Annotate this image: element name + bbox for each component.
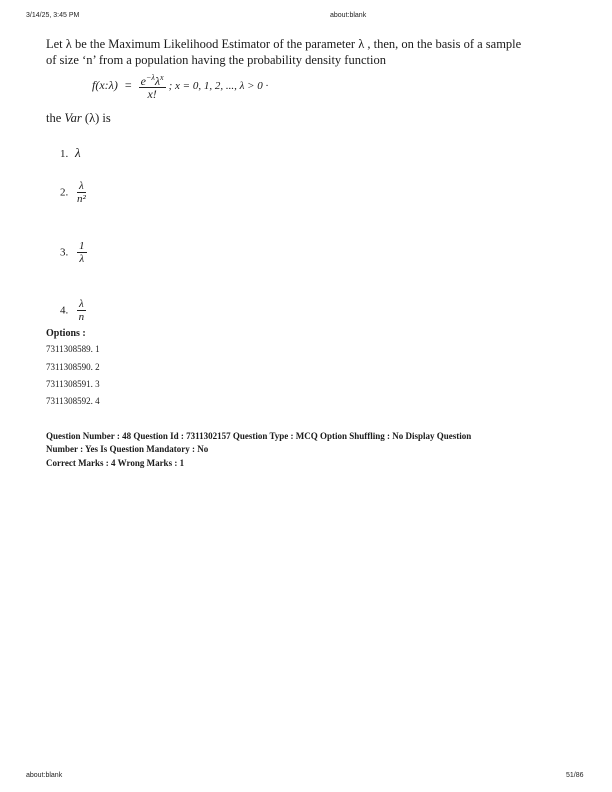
- print-title: about:blank: [330, 12, 367, 19]
- option-row-4: 7311308592. 4: [46, 396, 100, 406]
- pdf-lhs: f(x:λ): [92, 77, 118, 92]
- choice-2: 2. $\frac{\lambda}{\text{n²}}$: [60, 180, 86, 205]
- question-line-2: of size ‘n’ from a population having the probability density function: [46, 53, 386, 67]
- pdf-denominator: x!: [147, 87, 157, 101]
- pdf-numerator: $e^{-\lambda}\lambda^x$: [140, 73, 164, 88]
- pdf-condition: ; x = 0, 1, 2, ..., λ > 0 ·: [168, 79, 269, 92]
- choice-1: 1. λ: [60, 145, 81, 160]
- footer-url: about:blank: [26, 772, 63, 779]
- pdf-equals: =: [124, 77, 132, 92]
- meta-line-2: Number : Yes Is Question Mandatory : No: [46, 444, 209, 454]
- question-line-1: Let λ be the Maximum Likelihood Estimator of the parameter λ , then, on the basis of a sample: [46, 37, 522, 51]
- option-row-2: 7311308590. 2: [46, 362, 100, 372]
- pdf-fraction: [139, 72, 166, 100]
- choice-3: 3. $\frac{1}{\lambda}$: [60, 240, 85, 265]
- option-row-1: 7311308589. 1: [46, 344, 100, 354]
- option-row-3: 7311308591. 3: [46, 379, 100, 389]
- meta-line-1: Question Number : 48 Question Id : 7311302157 Question Type : MCQ Option Shuffling : No Display Question: [46, 431, 472, 441]
- variance-line: the Var (λ) is: [46, 111, 111, 125]
- choice-4: 4. $\frac{\lambda}{n}$: [60, 298, 85, 323]
- print-datetime: 3/14/25, 3:45 PM: [26, 12, 80, 19]
- page-number: 51/86: [566, 772, 584, 779]
- meta-line-3: Correct Marks : 4 Wrong Marks : 1: [46, 458, 185, 468]
- pdf-formula: [92, 72, 268, 100]
- options-label: Options :: [46, 328, 86, 339]
